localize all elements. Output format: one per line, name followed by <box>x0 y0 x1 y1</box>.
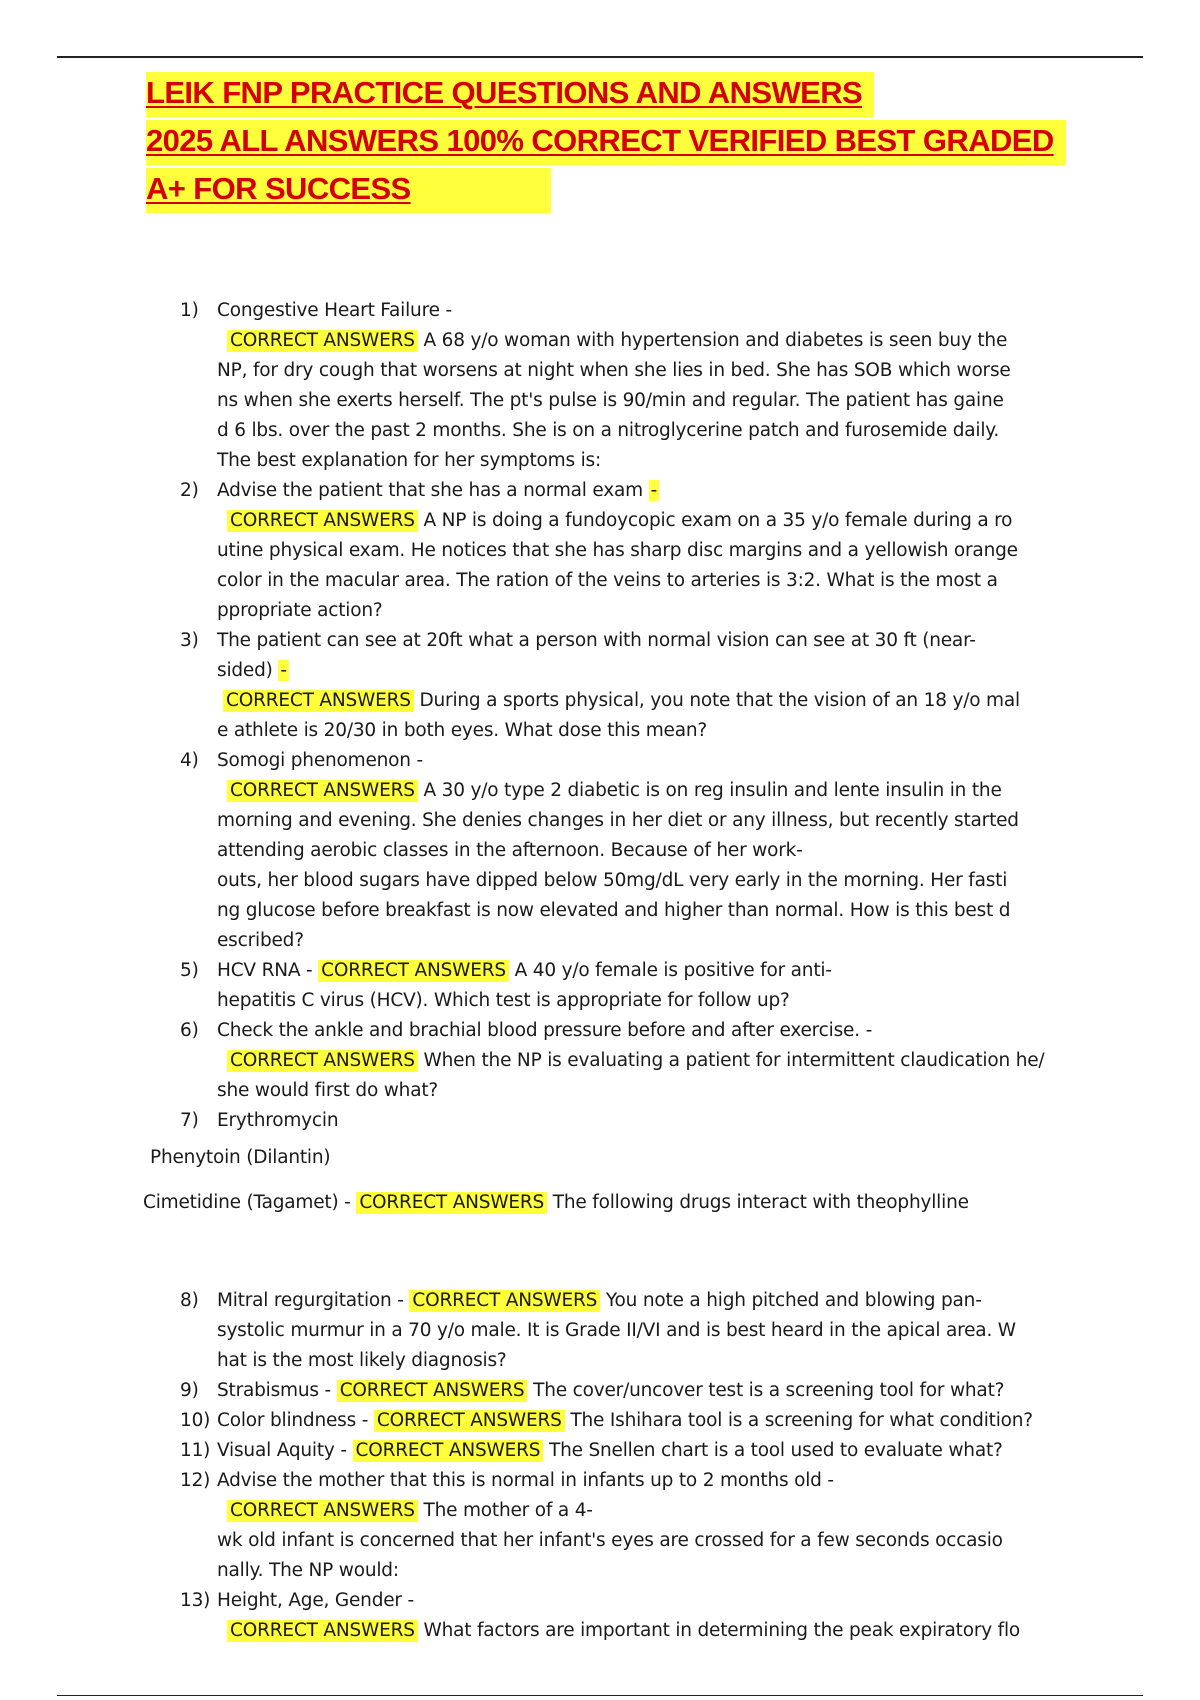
answer-text: Congestive Heart Failure - <box>217 300 452 321</box>
question-item <box>0 1436 1077 1466</box>
correct-answers-label: CORRECT ANSWERS <box>223 690 414 712</box>
answer-text: Cimetidine (Tagamet) - <box>143 1192 357 1213</box>
question-text: The best explanation for her symptoms is: <box>217 450 601 471</box>
item-number: 13) <box>180 1590 211 1611</box>
item-number: 3) <box>180 630 199 651</box>
question-text: utine physical exam. He notices that she has sharp disc margins and a yellowish orange <box>217 540 1018 561</box>
answer-text: Check the ankle and brachial blood pressure before and after exercise. - <box>217 1020 873 1041</box>
item-number: 8) <box>180 1290 199 1311</box>
question-text: The following drugs interact with theophylline <box>552 1192 969 1213</box>
correct-answers-label: CORRECT ANSWERS <box>318 960 509 982</box>
question-text: escribed? <box>217 930 304 951</box>
document-title <box>146 72 1066 216</box>
item-number: 5) <box>180 960 199 981</box>
question-text: ns when she exerts herself. The pt's pulse is 90/min and regular. The patient has gaine <box>217 390 1004 411</box>
item-number: 11) <box>180 1440 211 1461</box>
question-text: A 40 y/o female is positive for anti- <box>514 960 832 981</box>
question-text: The Ishihara tool is a screening for what condition? <box>570 1410 1033 1431</box>
answer-text: Advise the patient that she has a normal exam <box>217 480 643 501</box>
correct-answers-label: CORRECT ANSWERS <box>356 1192 547 1214</box>
question-item <box>0 746 1077 956</box>
question-item <box>0 626 1077 746</box>
correct-answers-label: CORRECT ANSWERS <box>374 1410 565 1432</box>
question-text: During a sports physical, you note that the vision of an 18 y/o mal <box>419 690 1020 711</box>
item-number: 1) <box>180 300 199 321</box>
item-number: 10) <box>180 1410 211 1431</box>
answer-text: Advise the mother that this is normal in infants up to 2 months old - <box>217 1470 834 1491</box>
question-item <box>0 1586 1077 1646</box>
answer-text: Erythromycin <box>217 1110 339 1131</box>
question-text: nally. The NP would: <box>217 1560 399 1581</box>
question-text: hepatitis C virus (HCV). Which test is appropriate for follow up? <box>217 990 790 1011</box>
question-text: morning and evening. She denies changes in her diet or any illness, but recently started <box>217 810 1019 831</box>
title-line-3: A+ FOR SUCCESS <box>146 168 551 213</box>
answer-text: Height, Age, Gender - <box>217 1590 414 1611</box>
question-text: What factors are important in determining the peak expiratory flo <box>423 1620 1021 1641</box>
question-text: A 68 y/o woman with hypertension and diabetes is seen buy the <box>423 330 1008 351</box>
dash-mark: - <box>280 660 287 681</box>
title-line-2: 2025 ALL ANSWERS 100% CORRECT VERIFIED BEST GRADED <box>146 120 1066 165</box>
top-rule <box>57 56 1143 58</box>
item-number: 12) <box>180 1470 211 1491</box>
question-text: systolic murmur in a 70 y/o male. It is Grade II/VI and is best heard in the apical area. W <box>217 1320 1016 1341</box>
question-text: A 30 y/o type 2 diabetic is on reg insulin and lente insulin in the <box>423 780 1002 801</box>
answer-text: Color blindness - <box>217 1410 374 1431</box>
item-number: 6) <box>180 1020 199 1041</box>
correct-answers-label: CORRECT ANSWERS <box>409 1290 600 1312</box>
question-item <box>0 1466 1077 1586</box>
question-text: attending aerobic classes in the afternoon. Because of her work- <box>217 840 803 861</box>
question-text: she would first do what? <box>217 1080 439 1101</box>
question-text: A NP is doing a fundoycopic exam on a 35 y/o female during a ro <box>423 510 1013 531</box>
correct-answers-label: CORRECT ANSWERS <box>353 1440 544 1462</box>
question-text: The Snellen chart is a tool used to evaluate what? <box>548 1440 1003 1461</box>
correct-answers-label: CORRECT ANSWERS <box>227 510 418 532</box>
question-item <box>0 1286 1077 1376</box>
question-text: e athlete is 20/30 in both eyes. What dose this mean? <box>217 720 708 741</box>
question-item <box>0 956 1077 1016</box>
question-item <box>0 1106 1077 1136</box>
answer-text: The patient can see at 20ft what a person with normal vision can see at 30 ft (near- <box>217 630 976 651</box>
question-item <box>0 476 1077 626</box>
bottom-rule <box>57 1695 1143 1696</box>
question-text: hat is the most likely diagnosis? <box>217 1350 507 1371</box>
item-number: 2) <box>180 480 199 501</box>
question-text: outs, her blood sugars have dipped below 50mg/dL very early in the morning. Her fasti <box>217 870 1008 891</box>
question-text: NP, for dry cough that worsens at night when she lies in bed. She has SOB which worse <box>217 360 1011 381</box>
answer-text: Visual Aquity - <box>217 1440 353 1461</box>
correct-answers-label: CORRECT ANSWERS <box>337 1380 528 1402</box>
answer-text: sided) <box>217 660 273 681</box>
question-text: You note a high pitched and blowing pan- <box>605 1290 982 1311</box>
correct-answers-label: CORRECT ANSWERS <box>227 1620 418 1642</box>
question-text: ppropriate action? <box>217 600 383 621</box>
item-number: 7) <box>180 1110 199 1131</box>
answer-text: HCV RNA - <box>217 960 319 981</box>
question-text: The cover/uncover test is a screening tool for what? <box>533 1380 1005 1401</box>
answer-text: Strabismus - <box>217 1380 337 1401</box>
question-item <box>0 1376 1077 1406</box>
correct-answers-label: CORRECT ANSWERS <box>227 1500 418 1522</box>
correct-answers-label: CORRECT ANSWERS <box>227 780 418 802</box>
title-line-1: LEIK FNP PRACTICE QUESTIONS AND ANSWERS <box>146 72 874 117</box>
correct-answers-label: CORRECT ANSWERS <box>227 330 418 352</box>
question-text: When the NP is evaluating a patient for intermittent claudication he/ <box>423 1050 1045 1071</box>
answer-text: Phenytoin (Dilantin) <box>150 1147 331 1168</box>
question-list <box>0 296 1200 1646</box>
question-text: d 6 lbs. over the past 2 months. She is on a nitroglycerine patch and furosemide daily. <box>217 420 1000 441</box>
item-number: 9) <box>180 1380 199 1401</box>
question-text: The mother of a 4- <box>423 1500 593 1521</box>
question-item <box>0 296 1077 476</box>
question-text: wk old infant is concerned that her infant's eyes are crossed for a few seconds occasio <box>217 1530 1003 1551</box>
dash-mark: - <box>650 480 658 501</box>
question-item <box>0 1016 1077 1106</box>
correct-answers-label: CORRECT ANSWERS <box>227 1050 418 1072</box>
answer-text: Somogi phenomenon - <box>217 750 423 771</box>
question-text: ng glucose before breakfast is now elevated and higher than normal. How is this best d <box>217 900 1011 921</box>
answer-text: Mitral regurgitation - <box>217 1290 410 1311</box>
item-number: 4) <box>180 750 199 771</box>
question-text: color in the macular area. The ration of the veins to arteries is 3:2. What is the most a <box>217 570 998 591</box>
question-item <box>0 1406 1077 1436</box>
